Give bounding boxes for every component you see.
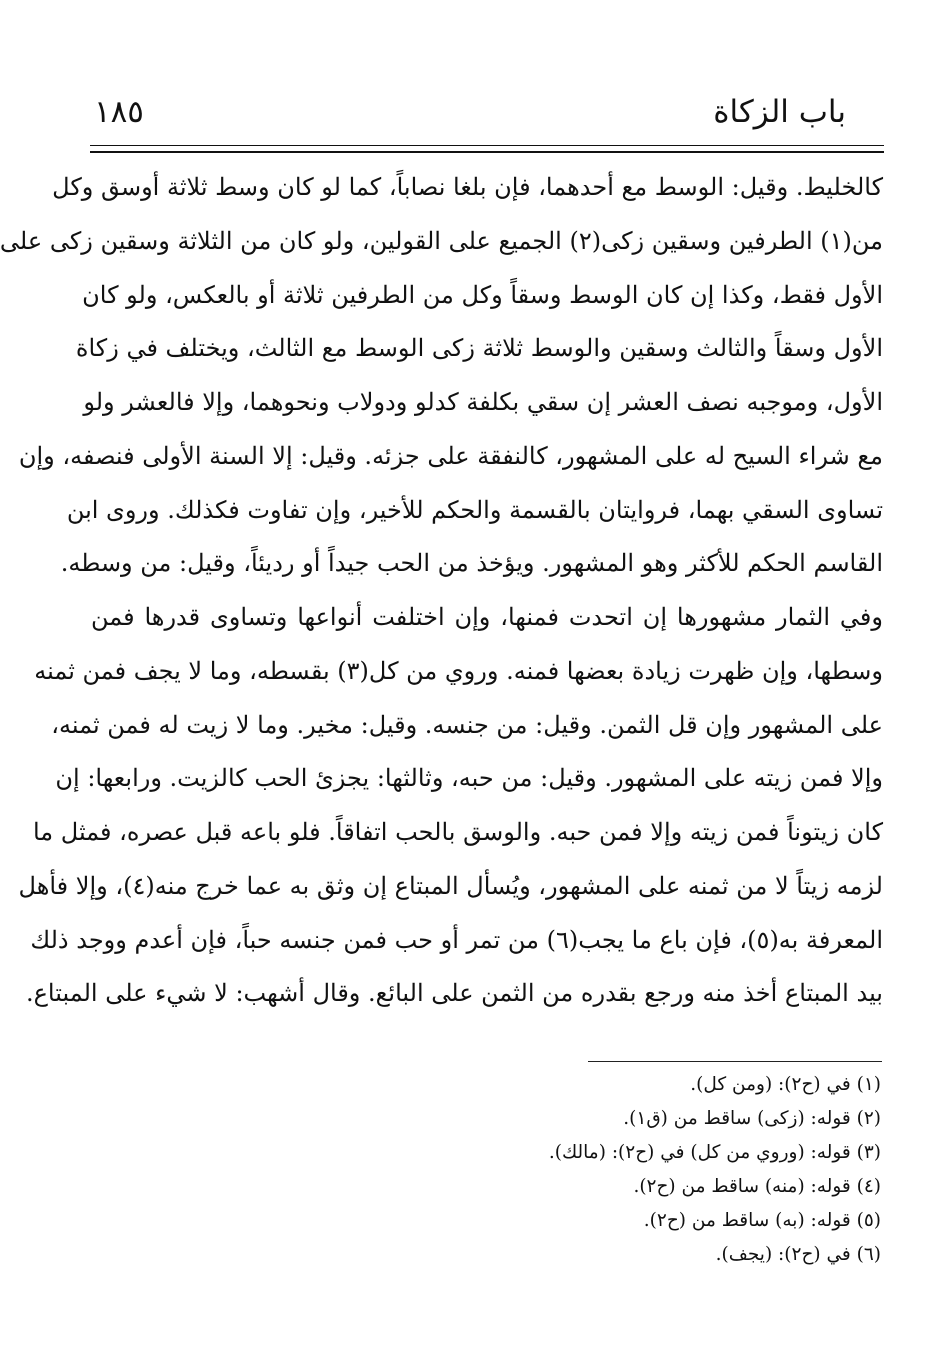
header-double-rule [90, 145, 884, 153]
main-text [0, 161, 883, 1021]
footnote-5: (٥) قوله: (به) ساقط من (ح٢). [643, 1210, 881, 1231]
text-line-1: كالخليط. وقيل: الوسط مع أحدهما، فإن بلغا نصاباً، كما لو كان وسط ثلاثة أوسق وكل [52, 173, 883, 201]
text-line-14: لزمه زيتاً لا من ثمنه على المشهور، ويُسأل المبتاع إن وثق به عما خرج منه(٤)، وإلا فأهل [18, 871, 883, 900]
text-line-3: الأول فقط، وكذا إن كان الوسط وسقاً وكل من الطرفين ثلاثة أو بالعكس، ولو كان [82, 280, 883, 309]
page-header [94, 86, 846, 128]
page-number: ١٨٥ [94, 94, 144, 130]
text-line-2: من(١) الطرفين وسقين زكى(٢) الجميع على القولين، ولو كان من الثلاثة وسقين زكى على [0, 226, 883, 255]
text-line-12: وإلا فمن زيته على المشهور. وقيل: من حبه، وثالثها: يجزئ الحب كالزيت. ورابعها: إن [55, 764, 883, 793]
footnote-1: (١) في (ح٢): (ومن كل). [690, 1074, 881, 1095]
chapter-title: باب الزكاة [713, 94, 846, 130]
footnote-6: (٦) في (ح٢): (يجف). [715, 1244, 881, 1265]
text-line-7: تساوى السقي بهما، فروايتان بالقسمة والحكم للأخير، وإن تفاوت فكذلك. وروى ابن [66, 495, 883, 524]
text-line-13: كان زيتوناً فمن زيته وإلا فمن حبه. والوسق بالحب اتفاقاً. فلو باعه قبل عصره، فمثل ما [32, 818, 883, 846]
text-line-10: وسطها، وإن ظهرت زيادة بعضها فمنه. وروي من كل(٣) بقسطه، وما لا يجف فمن ثمنه [34, 656, 883, 685]
text-line-16: بيد المبتاع أخذ منه ورجع بقدره من الثمن على البائع. وقال أشهب: لا شيء على المبتاع. [25, 979, 883, 1008]
text-line-11: على المشهور وإن قل الثمن. وقيل: من جنسه. وقيل: مخير. وما لا زيت له فمن ثمنه، [51, 710, 883, 739]
text-line-6: مع شراء السيح له على المشهور، كالنفقة على جزئه. وقيل: إلا السنة الأولى فنصفه، وإن [18, 441, 883, 470]
text-line-9: وفي الثمار مشهورها إن اتحدت فمنها، وإن اختلفت أنواعها وتساوى قدرها فمن [91, 603, 883, 631]
text-line-4: الأول وسقاً والثالث وسقين والوسط ثلاثة زكى الوسط مع الثالث، ويختلف في زكاة [75, 334, 883, 363]
text-line-5: الأول، وموجبه نصف العشر إن سقي بكلفة كدلو ودولاب ونحوهما، وإلا فالعشر ولو [83, 388, 883, 416]
footnotes [361, 1068, 881, 1272]
text-line-15: المعرفة به(٥)، فإن باع ما يجب(٦) من تمر أو حب فمن جنسه حباً، فإن أعدم ووجد ذلك [30, 925, 883, 954]
footnote-separator [588, 1061, 882, 1062]
footnote-2: (٢) قوله: (زكى) ساقط من (ق١). [623, 1108, 881, 1129]
text-line-8: القاسم الحكم للأكثر وهو المشهور. ويؤخذ من الحب جيداً أو رديئاً، وقيل: من وسطه. [60, 549, 883, 578]
footnote-3: (٣) قوله: (وروي من كل) في (ح٢): (مالك). [548, 1142, 881, 1163]
footnote-4: (٤) قوله: (منه) ساقط من (ح٢). [633, 1176, 881, 1197]
